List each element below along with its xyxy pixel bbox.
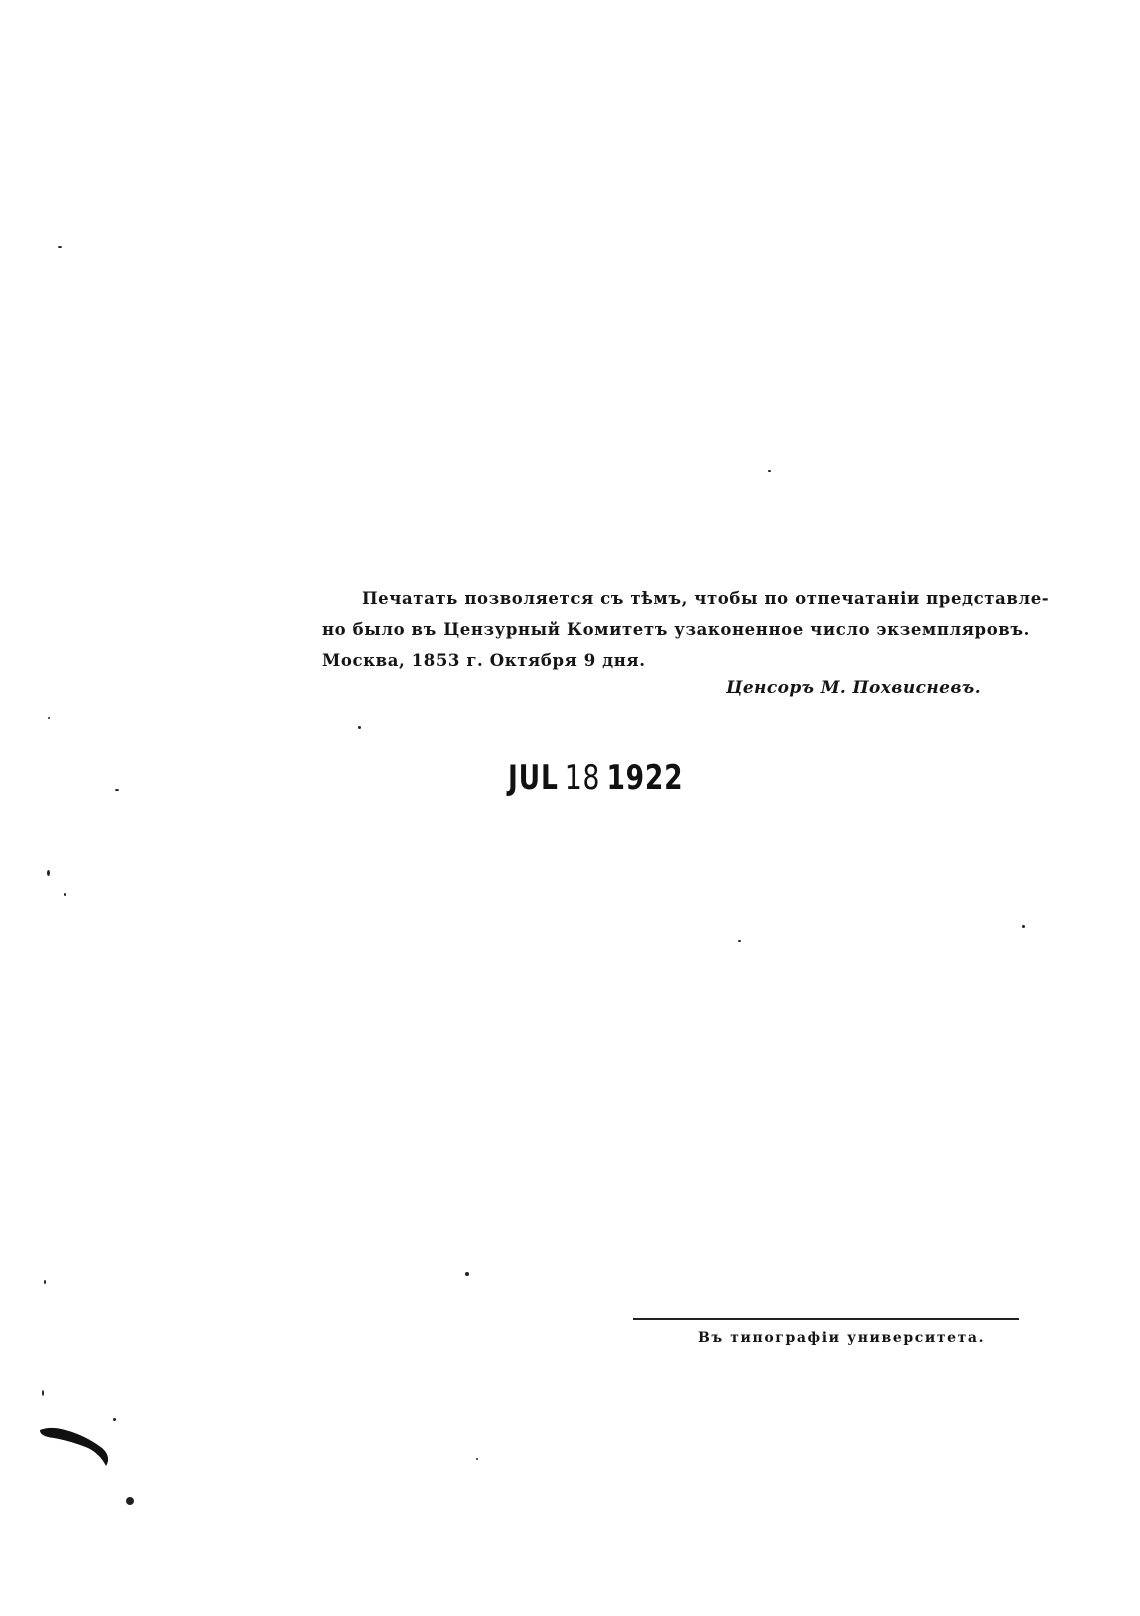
scan-speck (465, 1272, 469, 1276)
scan-speck (64, 893, 66, 896)
scan-speck (768, 470, 771, 472)
ink-blot (38, 1422, 118, 1482)
library-date-stamp (508, 760, 683, 796)
scan-speck (47, 870, 50, 876)
scan-speck (476, 1458, 478, 1460)
horizontal-rule (633, 1318, 1019, 1320)
approval-line-2: но было въ Цензурный Комитетъ узаконенное число экземпляровъ. (322, 620, 1030, 639)
scan-speck (1022, 925, 1025, 928)
scan-speck (44, 1280, 46, 1284)
printer-imprint: Въ типографіи университета. (698, 1330, 986, 1346)
scan-speck (42, 1390, 44, 1396)
stamp-month: JUL (508, 758, 559, 798)
scan-speck (115, 789, 119, 791)
approval-line-1: Печатать позволяется съ тѣмъ, чтобы по отпечатаніи представле- (362, 589, 1050, 608)
stamp-year: 1922 (606, 758, 684, 798)
scan-speck (126, 1497, 134, 1505)
censorship-approval-text (322, 583, 1050, 676)
scan-speck (358, 726, 361, 729)
approval-line-3: Москва, 1853 г. Октября 9 дня. (322, 651, 646, 670)
stamp-day: 18 (564, 758, 601, 798)
censor-signature: Ценсоръ М. Похвисневъ. (726, 678, 982, 698)
scan-speck (48, 717, 50, 719)
scan-speck (58, 246, 62, 248)
scan-speck (113, 1418, 116, 1421)
scan-speck (738, 940, 741, 942)
